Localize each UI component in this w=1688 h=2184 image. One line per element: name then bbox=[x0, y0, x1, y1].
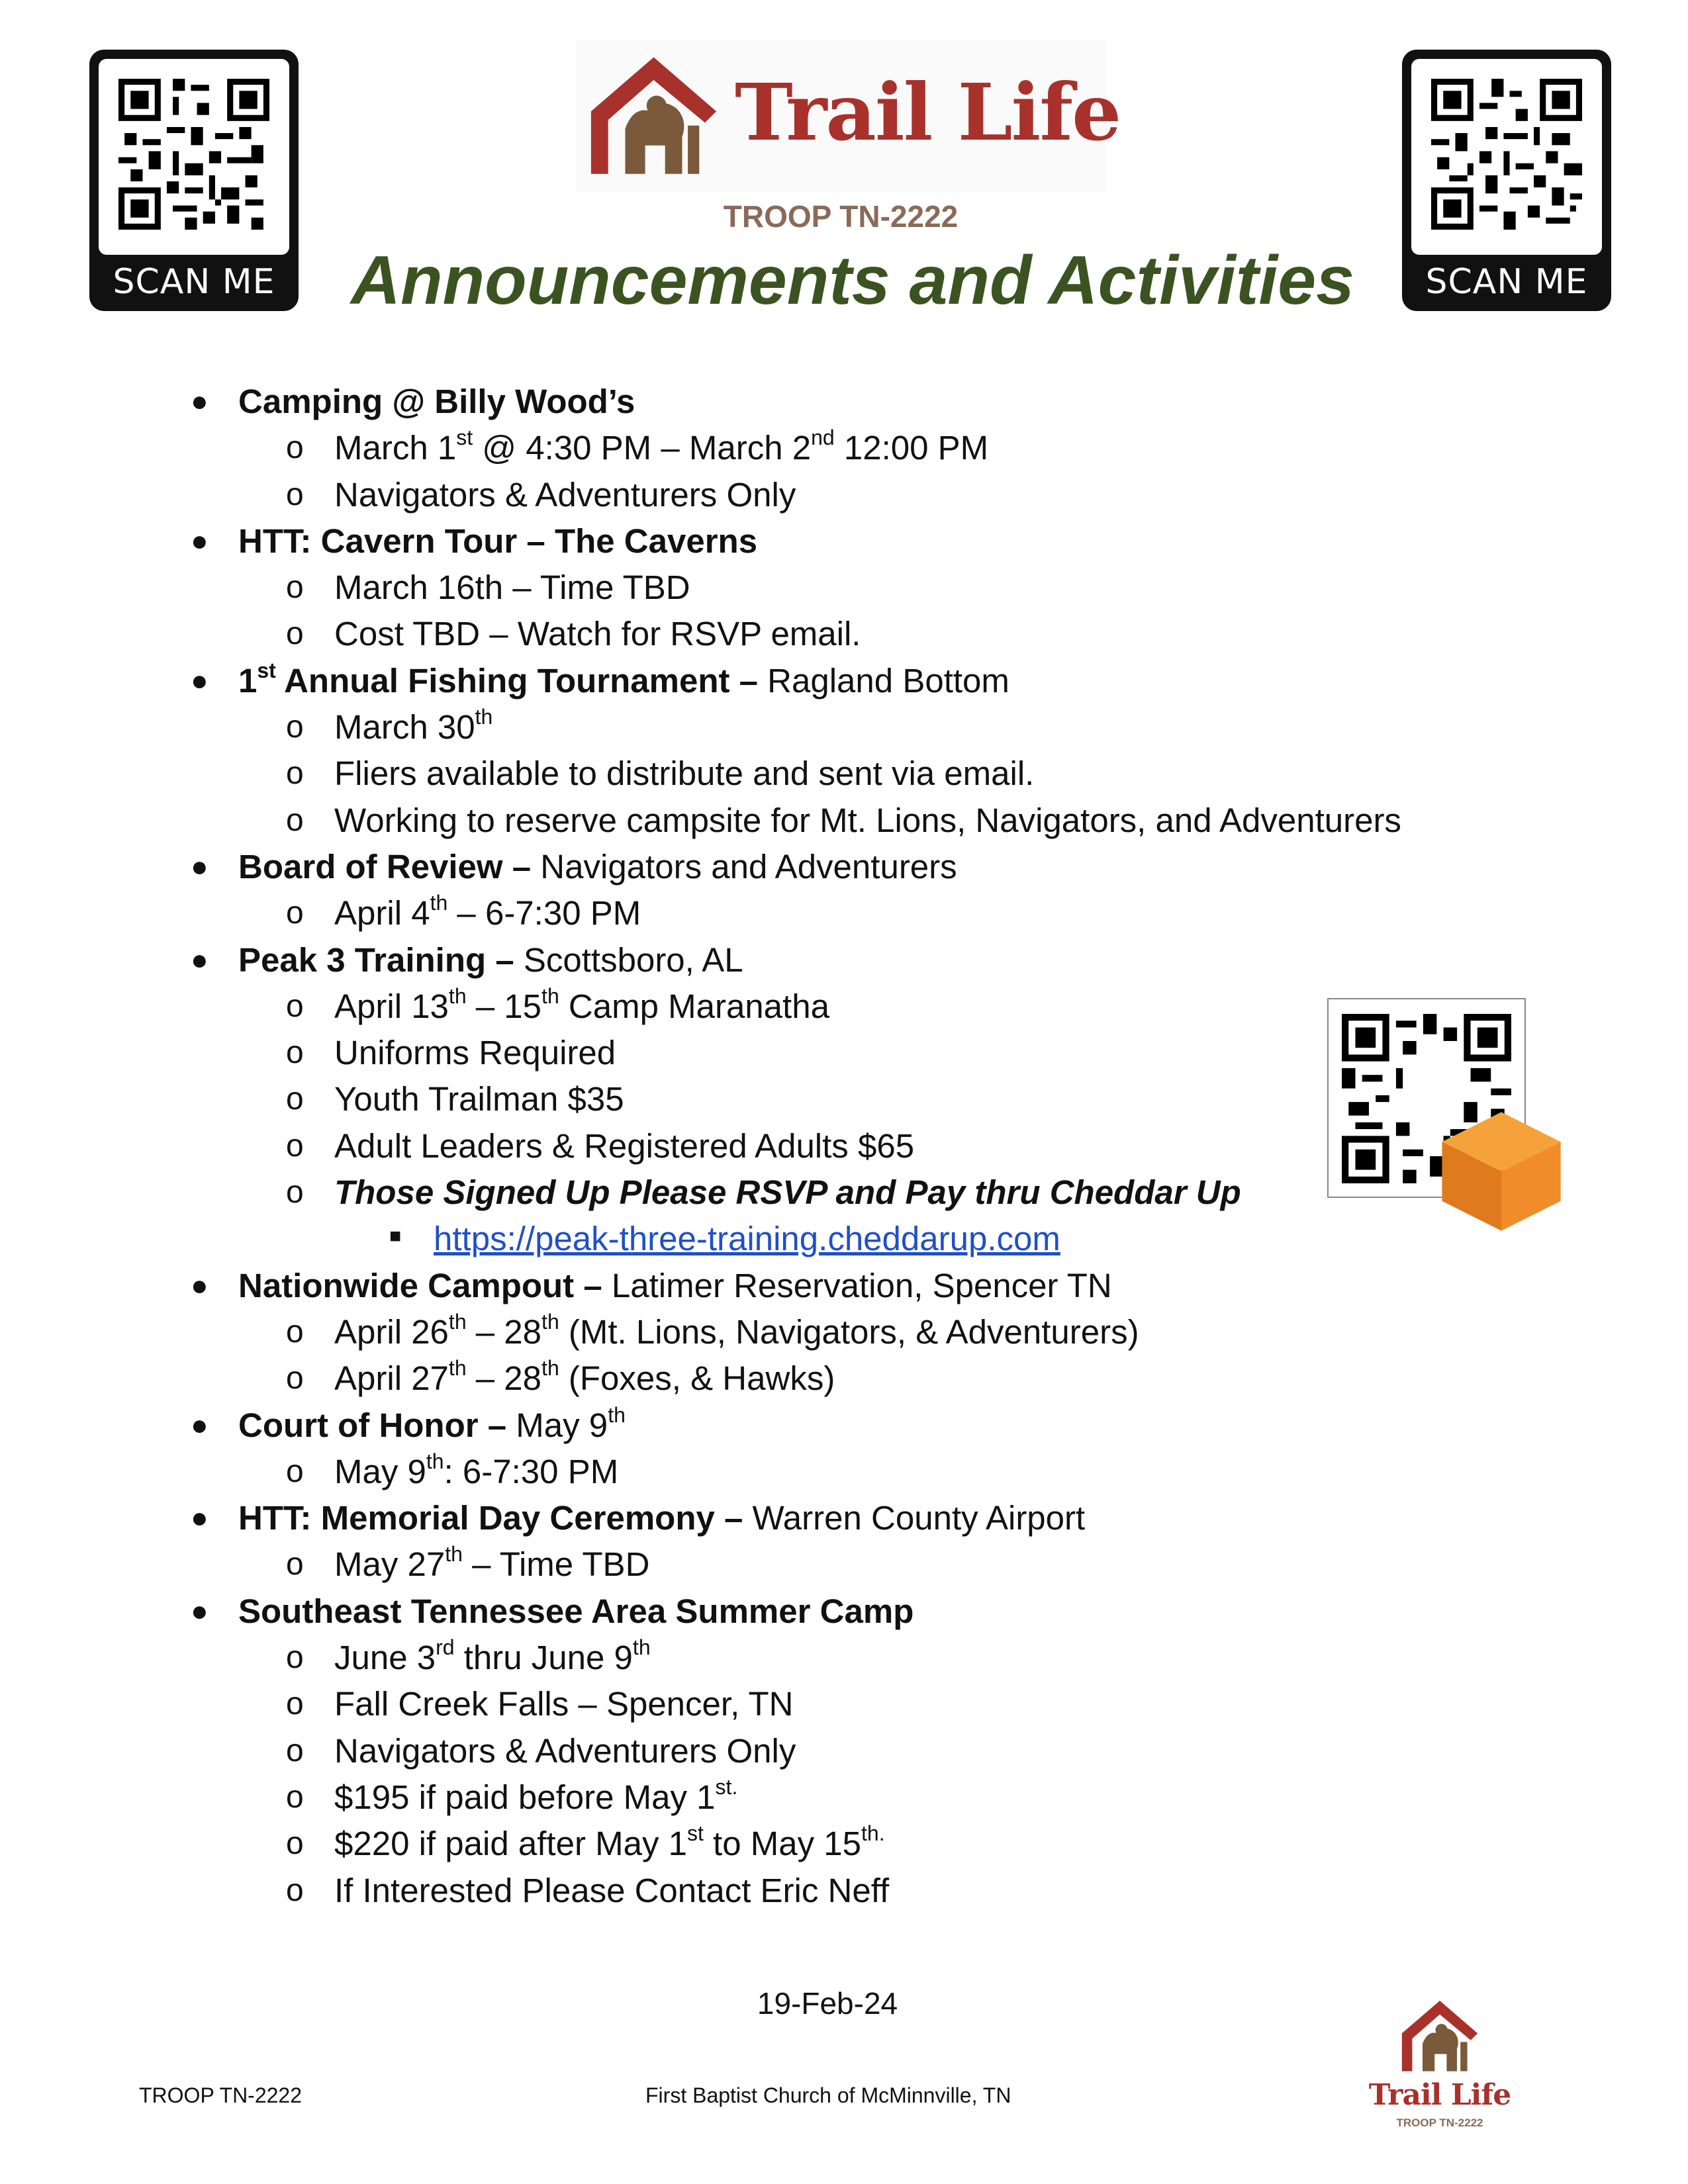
text: Youth Trailman $35 bbox=[334, 1080, 624, 1118]
item-location: Latimer Reservation, Spencer TN bbox=[602, 1266, 1112, 1304]
text: June 3 bbox=[334, 1639, 436, 1677]
superscript: st bbox=[687, 1821, 704, 1846]
text: Cost TBD – Watch for RSVP email. bbox=[334, 615, 861, 653]
circle-bullet-icon: o bbox=[286, 1175, 304, 1210]
superscript: th bbox=[448, 1356, 467, 1381]
sub-item bbox=[179, 425, 1503, 471]
circle-bullet-icon: o bbox=[286, 1128, 304, 1163]
text: Navigators & Adventurers Only bbox=[334, 475, 796, 514]
qr-pattern-icon bbox=[118, 79, 269, 230]
scan-me-label: SCAN ME bbox=[113, 262, 275, 302]
sub-item bbox=[179, 472, 1503, 518]
superscript: th bbox=[445, 1542, 463, 1567]
bullet-icon: ● bbox=[191, 1594, 209, 1627]
sub-item bbox=[179, 1681, 1503, 1727]
list-item bbox=[179, 379, 1503, 425]
item-title: Court of Honor – bbox=[238, 1406, 507, 1444]
announcement-list bbox=[179, 379, 1503, 1914]
sub-item bbox=[179, 1030, 1503, 1076]
sub-item bbox=[179, 1169, 1503, 1216]
item-title: Nationwide Campout – bbox=[238, 1266, 602, 1304]
superscript: th bbox=[448, 983, 467, 1008]
sub-item bbox=[179, 1309, 1503, 1355]
item-title: Peak 3 Training – bbox=[238, 940, 514, 979]
logo-wordmark: Trail Life bbox=[735, 66, 1121, 158]
scan-me-label: SCAN ME bbox=[1425, 262, 1588, 302]
superscript: th bbox=[475, 705, 493, 729]
circle-bullet-icon: o bbox=[286, 430, 304, 466]
bullet-icon: ● bbox=[191, 664, 209, 697]
item-location: Warren County Airport bbox=[743, 1499, 1086, 1537]
sub-item bbox=[179, 797, 1503, 844]
circle-bullet-icon: o bbox=[286, 616, 304, 652]
troop-label: TROOP TN-2222 bbox=[723, 199, 959, 234]
text: Fliers available to distribute and sent via email. bbox=[334, 754, 1035, 793]
circle-bullet-icon: o bbox=[286, 1733, 304, 1768]
superscript: th bbox=[541, 1309, 559, 1334]
circle-bullet-icon: o bbox=[286, 895, 304, 931]
page-title: Announcements and Activities bbox=[351, 242, 1354, 319]
text: April 26 bbox=[334, 1312, 449, 1351]
trail-life-logo bbox=[576, 40, 1121, 192]
superscript: th. bbox=[861, 1821, 885, 1846]
circle-bullet-icon: o bbox=[286, 1547, 304, 1582]
footer-church: First Baptist Church of McMinnville, TN bbox=[645, 2083, 1011, 2107]
sub-item bbox=[179, 1635, 1503, 1681]
text: Fall Creek Falls – Spencer, TN bbox=[334, 1685, 794, 1723]
bullet-icon: ● bbox=[191, 1269, 209, 1302]
text: Camp Maranatha bbox=[559, 987, 829, 1025]
item-title: Camping @ Billy Wood’s bbox=[238, 383, 635, 420]
text: 12:00 PM bbox=[834, 429, 989, 467]
circle-bullet-icon: o bbox=[286, 1314, 304, 1349]
circle-bullet-icon: o bbox=[286, 1640, 304, 1676]
item-location: Scottsboro, AL bbox=[514, 940, 743, 979]
superscript: th bbox=[448, 1309, 467, 1334]
list-item bbox=[179, 1495, 1503, 1541]
circle-bullet-icon: o bbox=[286, 570, 304, 606]
rsvp-note: Those Signed Up Please RSVP and Pay thru Cheddar Up bbox=[334, 1173, 1241, 1212]
item-title: HTT: Memorial Day Ceremony – bbox=[238, 1499, 743, 1537]
bullet-icon: ● bbox=[191, 385, 209, 418]
text: – Time TBD bbox=[462, 1545, 650, 1584]
text: Adult Leaders & Registered Adults $65 bbox=[334, 1126, 915, 1165]
list-item bbox=[179, 937, 1503, 983]
sub-item bbox=[179, 751, 1503, 797]
text: $220 if paid after May 1 bbox=[334, 1825, 687, 1863]
text: April 27 bbox=[334, 1359, 449, 1398]
text: March 1 bbox=[334, 429, 457, 467]
sub-item bbox=[179, 1449, 1503, 1495]
text: $195 if paid before May 1 bbox=[334, 1778, 716, 1816]
text: (Mt. Lions, Navigators, & Adventurers) bbox=[559, 1312, 1139, 1351]
logo-troop: TROOP TN-2222 bbox=[1396, 2116, 1483, 2129]
text: May 27 bbox=[334, 1545, 445, 1584]
text: : 6-7:30 PM bbox=[444, 1452, 619, 1490]
text: – 6-7:30 PM bbox=[447, 894, 641, 933]
circle-bullet-icon: o bbox=[286, 802, 304, 838]
list-item bbox=[179, 1263, 1503, 1309]
text: thru June 9 bbox=[454, 1639, 633, 1677]
text: Working to reserve campsite for Mt. Lions, Navigators, and Adventurers bbox=[334, 801, 1401, 839]
list-item bbox=[179, 1588, 1503, 1635]
text: Navigators & Adventurers Only bbox=[334, 1731, 796, 1770]
circle-bullet-icon: o bbox=[286, 477, 304, 512]
circle-bullet-icon: o bbox=[286, 709, 304, 745]
trail-life-footer-logo bbox=[1364, 1992, 1516, 2151]
text: April 4 bbox=[334, 894, 430, 933]
text: – 28 bbox=[466, 1359, 542, 1398]
sub-item bbox=[179, 1774, 1503, 1821]
footer-troop: TROOP TN-2222 bbox=[139, 2083, 303, 2107]
bullet-icon: ● bbox=[191, 1502, 209, 1535]
superscript: th bbox=[632, 1635, 651, 1660]
qr-code-image bbox=[1411, 59, 1602, 255]
sub-item bbox=[179, 890, 1503, 936]
text: May 9 bbox=[506, 1406, 608, 1444]
circle-bullet-icon: o bbox=[286, 1826, 304, 1862]
bullet-icon: ● bbox=[191, 1408, 209, 1441]
text: – 15 bbox=[466, 987, 542, 1025]
sub-item bbox=[179, 611, 1503, 657]
circle-bullet-icon: o bbox=[286, 756, 304, 792]
text: May 9 bbox=[334, 1452, 426, 1490]
qr-code-right[interactable] bbox=[1402, 50, 1611, 311]
qr-code-left[interactable] bbox=[89, 50, 299, 311]
circle-bullet-icon: o bbox=[286, 1779, 304, 1815]
trail-life-emblem-icon bbox=[583, 43, 725, 185]
item-location: Navigators and Adventurers bbox=[531, 847, 957, 886]
sub-item bbox=[179, 1123, 1503, 1169]
qr-code-image bbox=[99, 59, 289, 255]
bullet-icon: ● bbox=[191, 850, 209, 883]
text: @ 4:30 PM – March 2 bbox=[473, 429, 812, 467]
item-title: Southeast Tennessee Area Summer Camp bbox=[238, 1592, 914, 1630]
logo-wordmark: Trail Life bbox=[1368, 2078, 1511, 2112]
circle-bullet-icon: o bbox=[286, 1081, 304, 1117]
cheddar-up-logo-icon bbox=[1403, 1072, 1451, 1120]
text: Uniforms Required bbox=[334, 1034, 616, 1072]
superscript: st bbox=[456, 426, 473, 450]
text: (Foxes, & Hawks) bbox=[559, 1359, 835, 1398]
text: to May 15 bbox=[703, 1825, 862, 1863]
list-item bbox=[179, 1402, 1503, 1449]
circle-bullet-icon: o bbox=[286, 988, 304, 1024]
superscript: th bbox=[430, 891, 448, 915]
superscript: th bbox=[541, 983, 559, 1008]
superscript: nd bbox=[811, 426, 835, 450]
text: – 28 bbox=[466, 1312, 542, 1351]
text: If Interested Please Contact Eric Neff bbox=[334, 1871, 890, 1909]
cheddar-up-link[interactable]: https://peak-three-training.cheddarup.com bbox=[434, 1220, 1060, 1258]
text: April 13 bbox=[334, 987, 449, 1025]
superscript: st. bbox=[715, 1774, 738, 1799]
sub-sub-item bbox=[179, 1216, 1503, 1262]
superscript: st bbox=[257, 658, 276, 682]
list-item bbox=[179, 844, 1503, 890]
sub-item bbox=[179, 1355, 1503, 1402]
qr-pattern-icon bbox=[1431, 79, 1582, 230]
bullet-icon: ● bbox=[191, 524, 209, 557]
text: March 16th – Time TBD bbox=[334, 569, 690, 607]
bullet-icon: ● bbox=[191, 943, 209, 976]
sub-item bbox=[179, 1821, 1503, 1867]
sub-item bbox=[179, 1728, 1503, 1774]
trail-life-emblem-icon bbox=[1397, 1992, 1483, 2078]
sub-item bbox=[179, 1868, 1503, 1914]
item-title: 1 bbox=[238, 661, 258, 700]
circle-bullet-icon: o bbox=[286, 1453, 304, 1489]
document-date: 19-Feb-24 bbox=[757, 1986, 898, 2021]
sub-item bbox=[179, 704, 1503, 751]
text: March 30 bbox=[334, 708, 475, 747]
superscript: th bbox=[608, 1402, 626, 1427]
circle-bullet-icon: o bbox=[286, 1872, 304, 1908]
item-title: Annual Fishing Tournament – bbox=[275, 661, 758, 700]
square-bullet-icon: ■ bbox=[389, 1225, 402, 1248]
item-title: Board of Review – bbox=[238, 847, 532, 886]
circle-bullet-icon: o bbox=[286, 1686, 304, 1722]
superscript: th bbox=[541, 1356, 559, 1381]
sub-item bbox=[179, 565, 1503, 611]
sub-item bbox=[179, 1541, 1503, 1588]
list-item bbox=[179, 518, 1503, 565]
sub-item bbox=[179, 983, 1503, 1030]
superscript: th bbox=[426, 1449, 444, 1473]
qr-code-cheddar-up[interactable] bbox=[1327, 998, 1526, 1198]
list-item bbox=[179, 658, 1503, 704]
item-title: HTT: Cavern Tour – The Caverns bbox=[238, 522, 758, 560]
item-location: Ragland Bottom bbox=[758, 661, 1009, 700]
circle-bullet-icon: o bbox=[286, 1035, 304, 1071]
circle-bullet-icon: o bbox=[286, 1361, 304, 1396]
sub-item bbox=[179, 1076, 1503, 1122]
superscript: rd bbox=[436, 1635, 455, 1660]
